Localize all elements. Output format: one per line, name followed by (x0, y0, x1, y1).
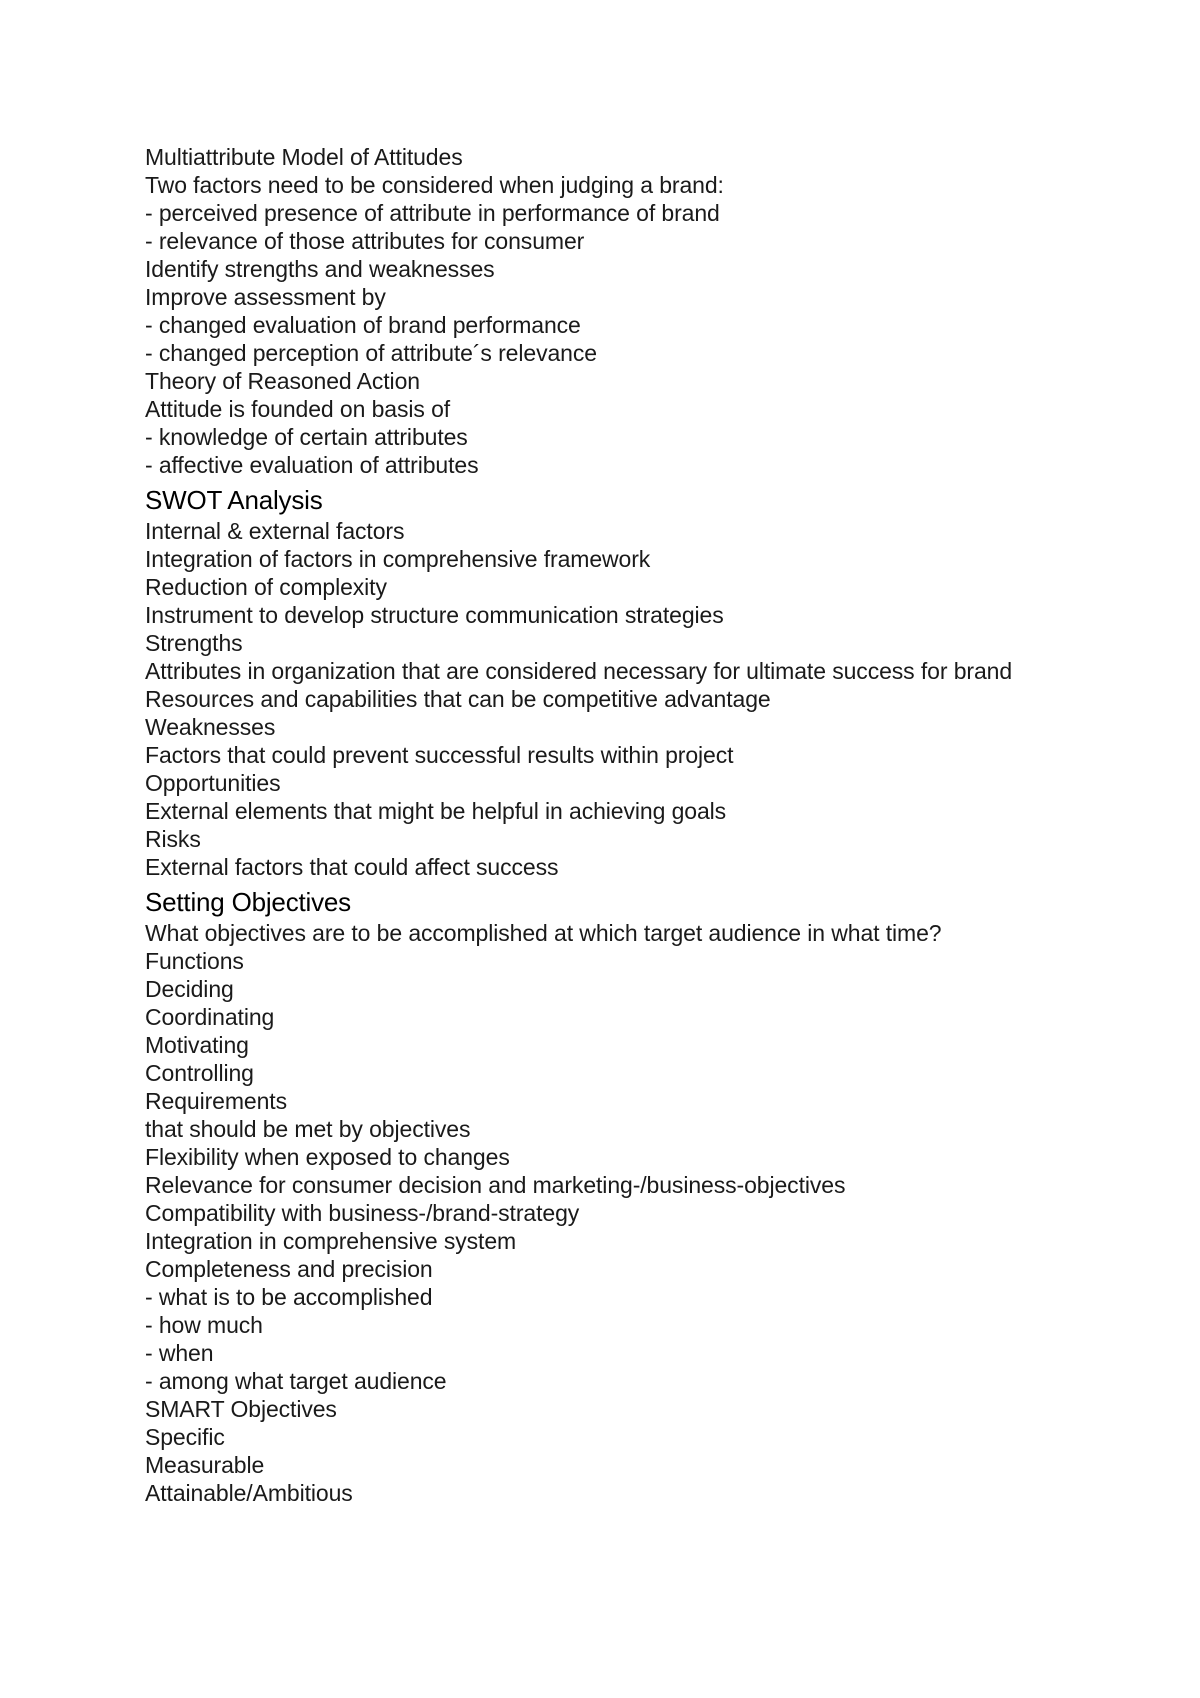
text-line: Coordinating (145, 1004, 275, 1030)
text-line: - how much (145, 1312, 263, 1338)
text-line: Factors that could prevent successful results within project (145, 742, 734, 768)
text-line: Compatibility with business-/brand-strategy (145, 1200, 580, 1226)
text-line: Identify strengths and weaknesses (145, 256, 495, 282)
text-line: - relevance of those attributes for consumer (145, 228, 585, 254)
text-line: - among what target audience (145, 1368, 447, 1394)
text-line: Internal & external factors (145, 518, 405, 544)
text-line: Integration in comprehensive system (145, 1228, 517, 1254)
text-line: - knowledge of certain attributes (145, 424, 468, 450)
text-line: Controlling (145, 1060, 254, 1086)
text-line: Motivating (145, 1032, 249, 1058)
text-line: SMART Objectives (145, 1396, 337, 1422)
text-line: Improve assessment by (145, 284, 386, 310)
objectives-heading: Setting Objectives (145, 887, 351, 917)
text-line: External elements that might be helpful in achieving goals (145, 798, 727, 824)
text-line: Strengths (145, 630, 243, 656)
text-line: - when (145, 1340, 214, 1366)
text-line: Functions (145, 948, 244, 974)
text-line: - changed evaluation of brand performance (145, 312, 581, 338)
text-line: Attitude is founded on basis of (145, 396, 451, 422)
text-line: Opportunities (145, 770, 281, 796)
text-line: External factors that could affect success (145, 854, 559, 880)
intro-section (145, 143, 1045, 479)
text-line: Resources and capabilities that can be competitive advantage (145, 686, 771, 712)
text-line: Weaknesses (145, 714, 276, 740)
text-line: that should be met by objectives (145, 1116, 471, 1142)
text-line: Attributes in organization that are considered necessary for ultimate success for brand (145, 658, 1013, 684)
swot-section (145, 479, 1045, 881)
text-line: Completeness and precision (145, 1256, 433, 1282)
text-line: Flexibility when exposed to changes (145, 1144, 510, 1170)
text-line: - affective evaluation of attributes (145, 452, 479, 478)
text-line: Reduction of complexity (145, 574, 387, 600)
text-line: Risks (145, 826, 201, 852)
text-line: Two factors need to be considered when judging a brand: (145, 172, 724, 198)
text-line: - changed perception of attribute´s relevance (145, 340, 597, 366)
text-line: Requirements (145, 1088, 287, 1114)
document-content (145, 143, 1045, 1507)
text-line: Attainable/Ambitious (145, 1480, 353, 1506)
text-line: Theory of Reasoned Action (145, 368, 420, 394)
objectives-section (145, 881, 1045, 1507)
text-line: Measurable (145, 1452, 265, 1478)
text-line: Deciding (145, 976, 234, 1002)
text-line: Instrument to develop structure communication strategies (145, 602, 724, 628)
text-line: Relevance for consumer decision and marketing-/business-objectives (145, 1172, 846, 1198)
text-line: What objectives are to be accomplished at which target audience in what time? (145, 920, 942, 946)
text-line: - what is to be accomplished (145, 1284, 433, 1310)
text-line: - perceived presence of attribute in performance of brand (145, 200, 720, 226)
text-line: Multiattribute Model of Attitudes (145, 144, 463, 170)
text-line: Specific (145, 1424, 225, 1450)
swot-heading: SWOT Analysis (145, 485, 323, 515)
text-line: Integration of factors in comprehensive framework (145, 546, 651, 572)
